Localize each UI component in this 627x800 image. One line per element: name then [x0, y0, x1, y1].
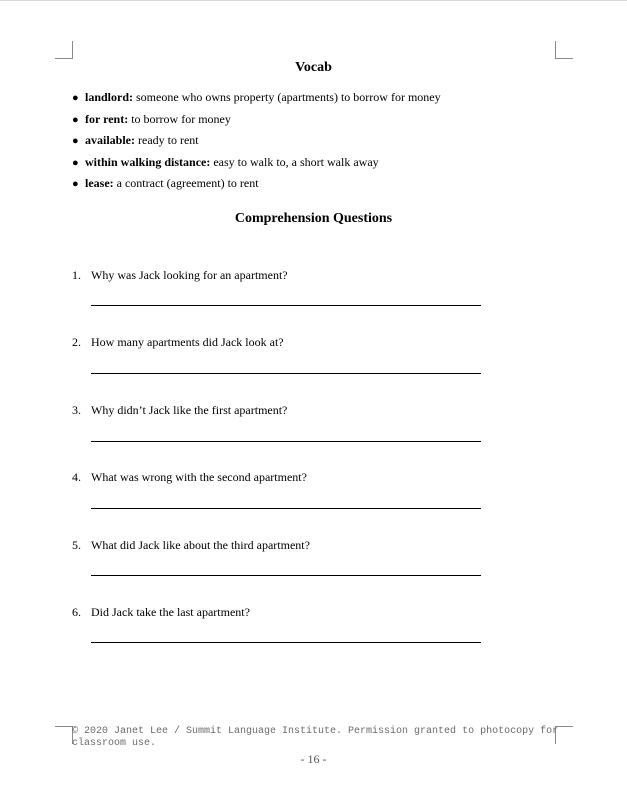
vocab-term: available: [85, 133, 135, 147]
vocab-list [72, 87, 552, 195]
question-text: How many apartments did Jack look at? [91, 335, 284, 349]
question-number: 5. [72, 538, 81, 552]
question-item [72, 603, 492, 621]
crop-mark-top-left [55, 41, 73, 59]
page-number: - 16 - [300, 752, 327, 766]
question-item [72, 468, 492, 486]
question-text: Did Jack take the last apartment? [91, 605, 250, 619]
vocab-term: for rent: [85, 111, 129, 126]
vocab-item [72, 173, 552, 195]
bullet-icon: ● [72, 135, 79, 147]
page-top-border [0, 0, 627, 1]
vocab-definition: someone who owns property (apartments) to borrow for money [133, 90, 441, 104]
crop-mark-bottom-left [55, 726, 73, 744]
question-number: 1. [72, 268, 81, 282]
question-text: What was wrong with the second apartment? [91, 470, 307, 484]
vocab-term: within walking distance: [85, 154, 211, 169]
question-number: 4. [72, 470, 81, 484]
vocab-definition: to borrow for money [128, 111, 231, 126]
vocab-term: landlord: [85, 90, 134, 104]
answer-line[interactable] [91, 441, 481, 442]
vocab-definition: ready to rent [135, 133, 199, 147]
question-number: 3. [72, 403, 81, 417]
vocab-item [72, 130, 552, 152]
bullet-icon: ● [72, 92, 79, 104]
question-item [72, 266, 492, 284]
answer-line[interactable] [91, 305, 481, 306]
copyright-notice: © 2020 Janet Lee / Summit Language Institute. Permission granted to photocopy for classroom use. [72, 726, 559, 749]
question-item [72, 333, 492, 351]
question-text: Why was Jack looking for an apartment? [91, 268, 288, 282]
crop-mark-top-right [555, 41, 573, 59]
bullet-icon: ● [72, 156, 79, 169]
vocab-definition: easy to walk to, a short walk away [210, 154, 379, 169]
vocab-item [72, 87, 552, 109]
vocab-definition: a contract (agreement) to rent [113, 176, 259, 190]
vocab-item [72, 152, 552, 174]
vocab-item [72, 109, 552, 131]
question-item [72, 401, 492, 419]
bullet-icon: ● [72, 178, 79, 190]
comprehension-heading: Comprehension Questions [234, 211, 393, 226]
question-item [72, 536, 492, 554]
bullet-icon: ● [72, 113, 79, 126]
question-text: Why didn’t Jack like the first apartment? [91, 403, 288, 417]
answer-line[interactable] [91, 373, 481, 374]
vocab-heading: Vocab [295, 60, 332, 75]
vocab-term: lease: [85, 176, 114, 190]
answer-line[interactable] [91, 508, 481, 509]
answer-line[interactable] [91, 642, 481, 643]
question-number: 6. [72, 605, 81, 619]
question-number: 2. [72, 335, 81, 349]
question-text: What did Jack like about the third apartment? [91, 538, 310, 552]
answer-line[interactable] [91, 575, 481, 576]
